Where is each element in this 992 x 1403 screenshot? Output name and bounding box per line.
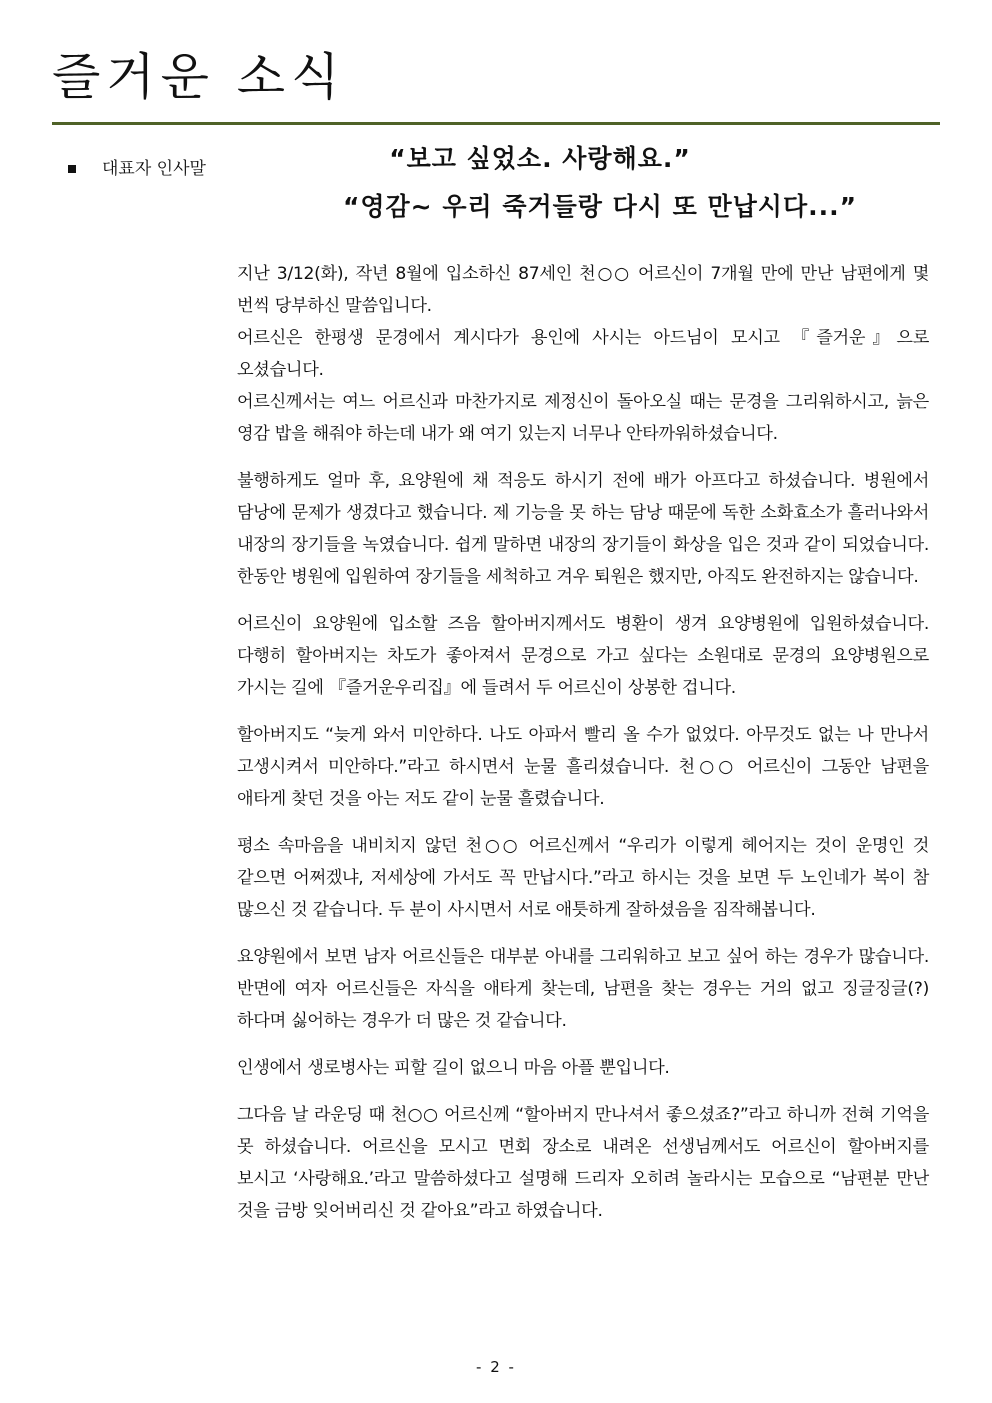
paragraph: 어르신께서는 여느 어르신과 마찬가지로 제정신이 돌아오실 때는 문경을 그리워하시고, 늙은 영감 밥을 해줘야 하는데 내가 왜 여기 있는지 너무나 안타까워하셨습니다. xyxy=(237,392,929,444)
headline-quote-2: “영감~ 우리 죽거들랑 다시 또 만납시다...” xyxy=(342,192,858,221)
page-title: 즐거운 소식 xyxy=(52,48,346,106)
paragraph: 어르신은 한평생 문경에서 계시다가 용인에 사시는 아드님이 모시고 『즐거운』으로 오셨습니다. xyxy=(237,328,929,380)
paragraph: 지난 3/12(화), 작년 8월에 입소하신 87세인 천○○ 어르신이 7개월 만에 만난 남편에게 몇 번씩 당부하신 말씀입니다. xyxy=(237,264,929,316)
paragraph: 그다음 날 라운딩 때 천○○ 어르신께 “할아버지 만나셔서 좋으셨죠?”라고 하니까 전혀 기억을 못 하셨습니다. 어르신을 모시고 면회 장소로 내려온 선생님께서도 어르신이 할아버지를 보시고 ‘사랑해요.’라고 말씀하셨다고 설명해 드리자 오히려 놀라시는 모습으로 “남편분 만난 것을 금방 잊어버리신 것 같아요”라고 하였습니다. xyxy=(237,1105,929,1221)
title-divider xyxy=(52,122,940,125)
paragraph: 어르신이 요양원에 입소할 즈음 할아버지께서도 병환이 생겨 요양병원에 입원하셨습니다. 다행히 할아버지는 차도가 좋아져서 문경으로 가고 싶다는 소원대로 문경의 요양병원으로 가시는 길에 『즐거운우리집』에 들려서 두 어르신이 상봉한 겁니다. xyxy=(237,614,929,698)
paragraph: 평소 속마음을 내비치지 않던 천○○ 어르신께서 “우리가 이렇게 헤어지는 것이 운명인 것 같으면 어쩌겠냐, 저세상에 가서도 꼭 만납시다.”라고 하시는 것을 보면 두 노인네가 복이 참 많으신 것 같습니다. 두 분이 사시면서 서로 애틋하게 잘하셨음을 짐작해봅니다. xyxy=(237,836,929,920)
section-label: 대표자 인사말 xyxy=(102,159,206,179)
page-number: - 2 - xyxy=(476,1358,516,1376)
paragraph: 인생에서 생로병사는 피할 길이 없으니 마음 아플 뿐입니다. xyxy=(237,1058,670,1078)
section-heading xyxy=(68,156,206,182)
article-body xyxy=(237,258,929,1227)
square-bullet-icon xyxy=(68,165,76,173)
paragraph: 요양원에서 보면 남자 어르신들은 대부분 아내를 그리워하고 보고 싶어 하는 경우가 많습니다. 반면에 여자 어르신들은 자식을 애타게 찾는데, 남편을 찾는 경우는 거의 없고 징글징글(?)하다며 싫어하는 경우가 더 많은 것 같습니다. xyxy=(237,947,929,1031)
paragraph: 불행하게도 얼마 후, 요양원에 채 적응도 하시기 전에 배가 아프다고 하셨습니다. 병원에서 담낭에 문제가 생겼다고 했습니다. 제 기능을 못 하는 담낭 때문에 독한 소화효소가 흘러나와서 내장의 장기들을 녹였습니다. 쉽게 말하면 내장의 장기들이 화상을 입은 것과 같이 되었습니다. 한동안 병원에 입원하여 장기들을 세척하고 겨우 퇴원은 했지만, 아직도 완전하지는 않습니다. xyxy=(237,471,929,587)
headline-quote-1: “보고 싶었소. 사랑해요.” xyxy=(389,144,691,173)
paragraph: 할아버지도 “늦게 와서 미안하다. 나도 아파서 빨리 올 수가 없었다. 아무것도 없는 나 만나서 고생시켜서 미안하다.”라고 하시면서 눈물 흘리셨습니다. 천○○ 어르신이 그동안 남편을 애타게 찾던 것을 아는 저도 같이 눈물 흘렸습니다. xyxy=(237,725,929,809)
